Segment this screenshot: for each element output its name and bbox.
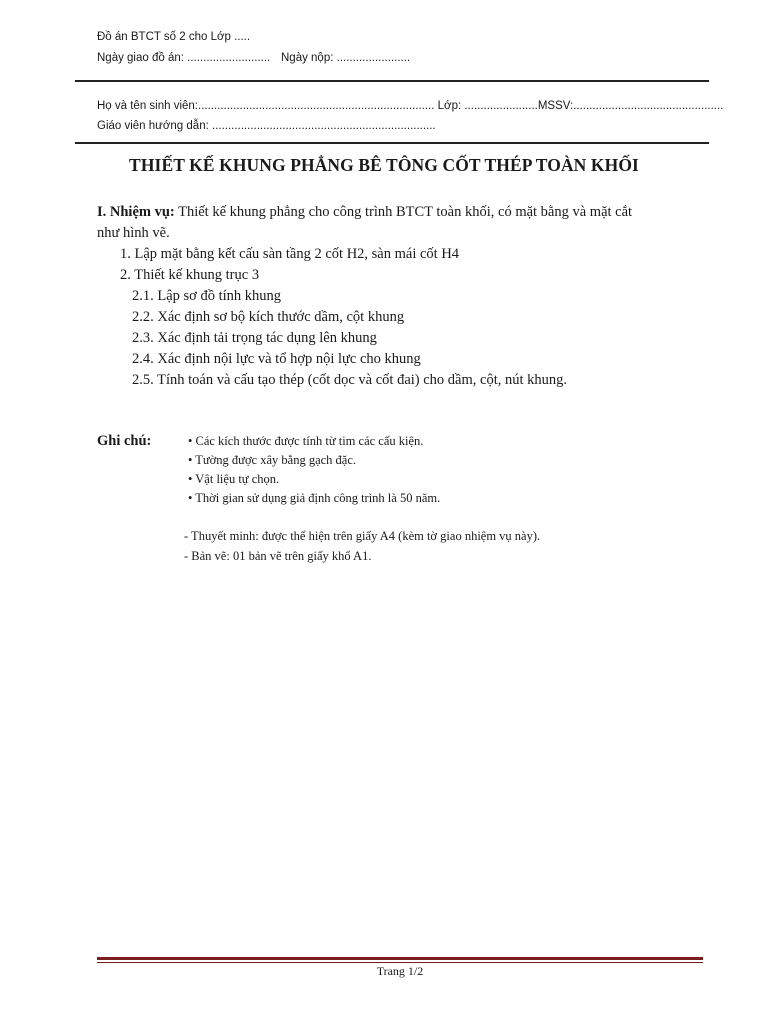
student-info: Họ và tên sinh viên:.......................................................................... Lớp: .......................MSSV:............................................... [97, 100, 724, 112]
deliverable-drawing: - Bản vẽ: 01 bản vẽ trên giấy khổ A1. [184, 549, 372, 563]
note-bullet-4: • Thời gian sử dụng giả định công trình là 50 năm. [188, 491, 441, 505]
footer-rule-thick [97, 957, 703, 960]
assign-date: Ngày giao đồ án: .......................... [97, 52, 271, 64]
task-subitem-2-1: 2.1. Lập sơ đồ tính khung [132, 288, 282, 304]
task-subitem-2-4: 2.4. Xác định nội lực và tổ hợp nội lực cho khung [132, 351, 421, 367]
task-item-2: 2. Thiết kế khung trục 3 [120, 267, 260, 283]
task-label: I. Nhiệm vụ: [97, 204, 175, 220]
task-text: Thiết kế khung phẳng cho công trình BTCT toàn khối, có mặt bằng và mặt cắt [174, 204, 633, 220]
note-bullet-2: • Tường được xây bằng gạch đặc. [188, 453, 357, 467]
task-item-1: 1. Lập mặt bằng kết cấu sàn tầng 2 cốt H2, sàn mái cốt H4 [120, 246, 460, 262]
note-bullet-3: • Vật liệu tự chọn. [188, 472, 280, 486]
page-number: Trang 1/2 [376, 964, 424, 978]
task-subitem-2-5: 2.5. Tính toán và cấu tạo thép (cốt dọc và cốt đai) cho dầm, cột, nút khung. [132, 372, 568, 388]
submit-date: Ngày nộp: ....................... [281, 52, 411, 64]
task-line2: như hình vẽ. [97, 225, 170, 241]
task-line1 [97, 204, 632, 221]
course-line: Đồ án BTCT số 2 cho Lớp ..... [97, 31, 251, 43]
instructor-info: Giáo viên hướng dẫn: ...................................................................... [97, 120, 436, 132]
task-subitem-2-2: 2.2. Xác định sơ bộ kích thước dầm, cột khung [132, 309, 405, 325]
header-divider-top [75, 80, 709, 82]
footer-rule-thin [97, 962, 703, 963]
notes-label: Ghi chú: [97, 433, 152, 449]
task-subitem-2-3: 2.3. Xác định tải trọng tác dụng lên khung [132, 330, 377, 346]
note-bullet-1: • Các kích thước được tính từ tim các cấu kiện. [188, 434, 424, 448]
deliverable-report: - Thuyết minh: được thể hiện trên giấy A4 (kèm tờ giao nhiệm vụ này). [184, 529, 541, 543]
document-title: THIẾT KẾ KHUNG PHẲNG BÊ TÔNG CỐT THÉP TOÀN KHỐI [129, 155, 639, 175]
header-divider-bottom [75, 142, 709, 144]
